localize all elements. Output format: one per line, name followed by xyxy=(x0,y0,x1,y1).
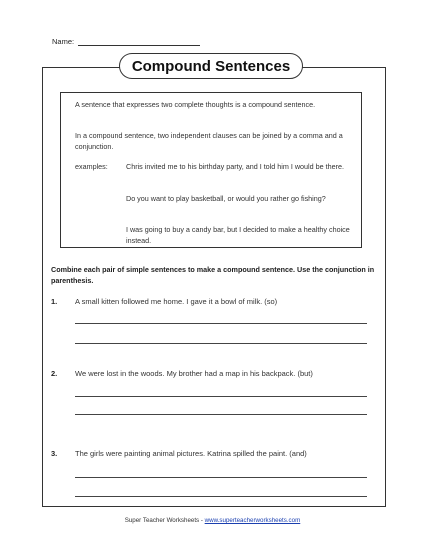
answer-line[interactable] xyxy=(75,414,367,415)
question-text-3: The girls were painting animal pictures. Katrina spilled the paint. (and) xyxy=(75,449,307,458)
question-text-2: We were lost in the woods. My brother had a map in his backpack. (but) xyxy=(75,369,313,378)
example-3: I was going to buy a candy bar, but I decided to make a healthy choice instead. xyxy=(126,225,350,245)
definition-paragraph-2: In a compound sentence, two independent clauses can be joined by a comma and a conjunction. xyxy=(75,131,343,151)
examples-label: examples: xyxy=(75,162,108,171)
answer-line[interactable] xyxy=(75,323,367,324)
answer-line[interactable] xyxy=(75,396,367,397)
answer-line[interactable] xyxy=(75,477,367,478)
instructions: Combine each pair of simple sentences to make a compound sentence. Use the conjunction in parenthesis. xyxy=(51,265,375,285)
name-label: Name: xyxy=(52,37,75,46)
example-1: Chris invited me to his birthday party, and I told him I would be there. xyxy=(126,162,344,171)
question-number-3: 3. xyxy=(51,449,58,458)
name-field-line[interactable] xyxy=(78,45,200,46)
footer-link[interactable]: www.superteacherworksheets.com xyxy=(204,517,301,524)
question-text-1: A small kitten followed me home. I gave it a bowl of milk. (so) xyxy=(75,297,278,306)
question-number-1: 1. xyxy=(51,297,58,306)
answer-line[interactable] xyxy=(75,343,367,344)
answer-line[interactable] xyxy=(75,496,367,497)
definition-paragraph-1: A sentence that expresses two complete thoughts is a compound sentence. xyxy=(75,100,316,109)
footer-brand: Super Teacher Worksheets - xyxy=(124,517,205,524)
example-2: Do you want to play basketball, or would you rather go fishing? xyxy=(126,194,326,203)
page-title: Compound Sentences xyxy=(119,53,303,79)
footer xyxy=(0,517,425,524)
question-number-2: 2. xyxy=(51,369,58,378)
